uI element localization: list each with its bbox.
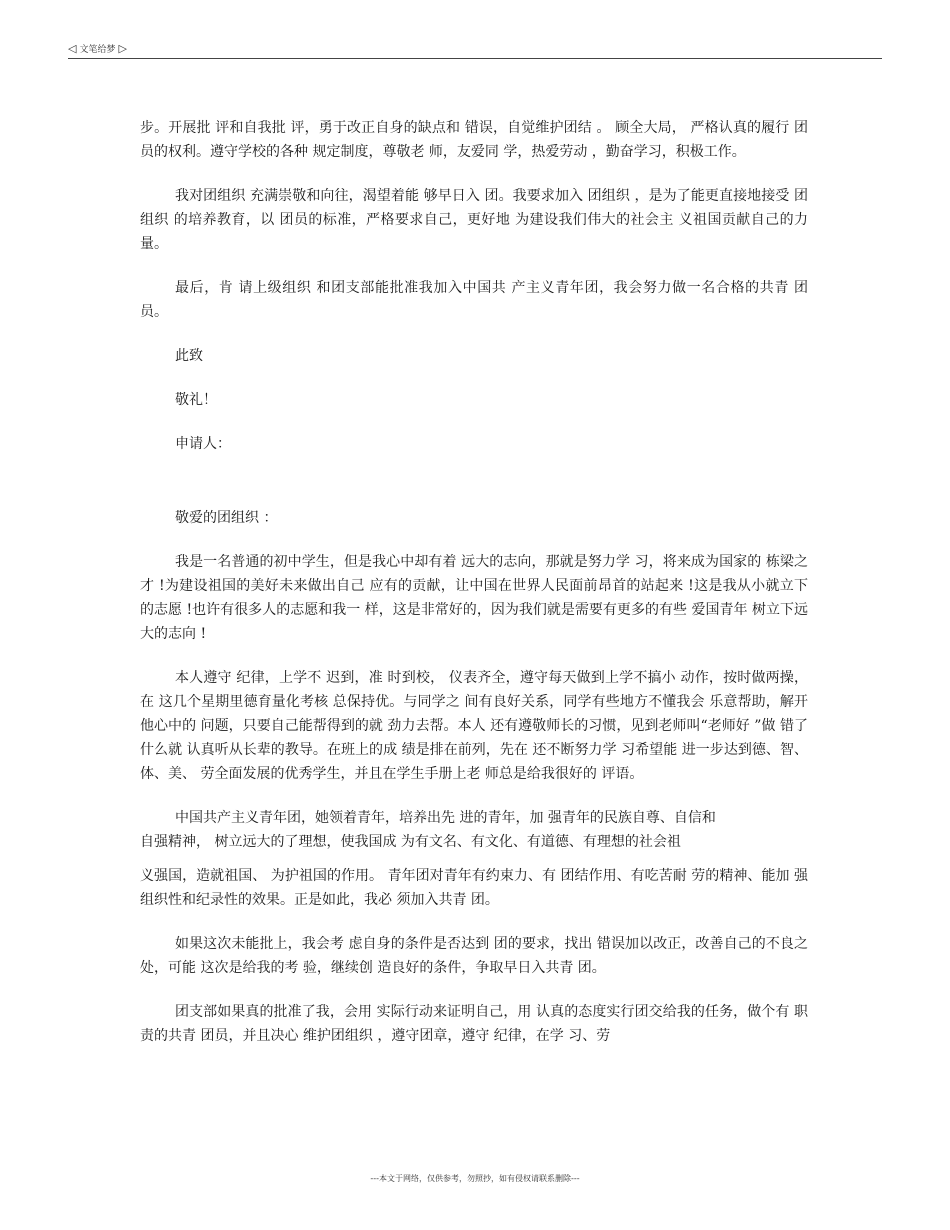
letter-greeting: 敬爱的团组织 ： — [175, 510, 278, 526]
page-header — [68, 42, 127, 55]
header-title: 文笔给梦 — [79, 45, 116, 55]
right-triangle-icon: ▷ — [118, 42, 127, 55]
paragraph-6-line-2: 自强精神， 树立远大的了理想，使我国成 为有文名、有文化、有道德、有理想的社会祖 — [140, 834, 681, 850]
paragraph-6-line-3: 义强国，造就祖国、 为护祖国的作用。 青年团对青年有约束力、有 团结作用、有吃苦耐 劳的精神、能加 强组织性和纪录性的效果。正是如此，我必 须加入共青 团。 — [140, 868, 808, 908]
paragraph-7: 如果这次未能批上，我会考 虑自身的条件是否达到 团的要求，找出 错误加以改正，改善自己的不良之 处，可能 这次是给我的考 验，继续创 造良好的条件，争取早日入共青 团。 — [140, 936, 808, 976]
paragraph-4: 我是一名普通的初中学生，但是我心中却有着 远大的志向，那就是努力学 习，将来成为国家的 栋梁之才 !为建设祖国的美好未来做出自己 应有的贡献，让中国在世界人民面前昂首的站起来 !这是我从小就立下的志愿 !也许有很多人的志愿和我一 样，这是非常好的，因为我们就是需要有更多的有些 爱国青年 树立下远大的志向 ! — [140, 554, 808, 642]
paragraph-1: 步。开展批 评和自我批 评，勇于改正自身的缺点和 错误，自觉维护团结 。 顾全大局， 严格认真的履行 团员的权利。遵守学校的各种 规定制度，尊敬老 师，友爱同 学，热爱劳动 ，勤奋学习，积极工作。 — [140, 120, 808, 160]
document-body — [140, 116, 808, 1064]
closing-salutation: 此致 — [175, 348, 203, 364]
left-triangle-icon: ◁ — [68, 42, 77, 55]
paragraph-8: 团支部如果真的批准了我，会用 实际行动来证明自己，用 认真的态度实行团交给我的任务，做个有 职责的共青 团员，并且决心 维护团组织 ，遵守团章，遵守 纪律，在学 习、劳 — [140, 1004, 808, 1044]
closing-regards: 敬礼！ — [175, 392, 217, 408]
applicant-label: 申请人： — [175, 436, 231, 452]
page-footer: ---本文于网络，仅供参考，勿照抄，如有侵权请联系删除--- — [370, 1174, 580, 1183]
paragraph-6-line-1: 中国共产主义青年团，她领着青年，培养出先 进的青年，加 强青年的民族自尊、自信和 — [175, 810, 716, 826]
paragraph-2: 我对团组织 充满崇敬和向往，渴望着能 够早日入 团。我要求加入 团组织 ，是为了能更直接地接受 团组织 的培养教育，以 团员的标准，严格要求自己，更好地 为建设我们伟大的社会主 义祖国贡献自己的力量。 — [140, 188, 808, 252]
header-rule — [68, 58, 882, 59]
paragraph-5: 本人遵守 纪律，上学不 迟到，准 时到校， 仪表齐全，遵守每天做到上学不搞小 动作，按时做两操，在 这几个星期里德育量化考核 总保持优。与同学之 间有良好关系，同学有些地方不懂我会 乐意帮助，解开他心中的 问题，只要自己能帮得到的就 劲力去帮。本人 还有遵敬师长的习惯，见到老师叫“老师好 ”做 错了什么就 认真听从长辈的教导。在班上的成 绩是排在前列，先在 还不断努力学 习希望能 进一步达到德、智、体、美、 劳全面发展的优秀学生，并且在学生手册上老 师总是给我很好的 评语。 — [140, 670, 808, 782]
paragraph-3: 最后，肯 请上级组织 和团支部能批准我加入中国共 产主义青年团，我会努力做一名合格的共青 团员。 — [140, 280, 808, 320]
